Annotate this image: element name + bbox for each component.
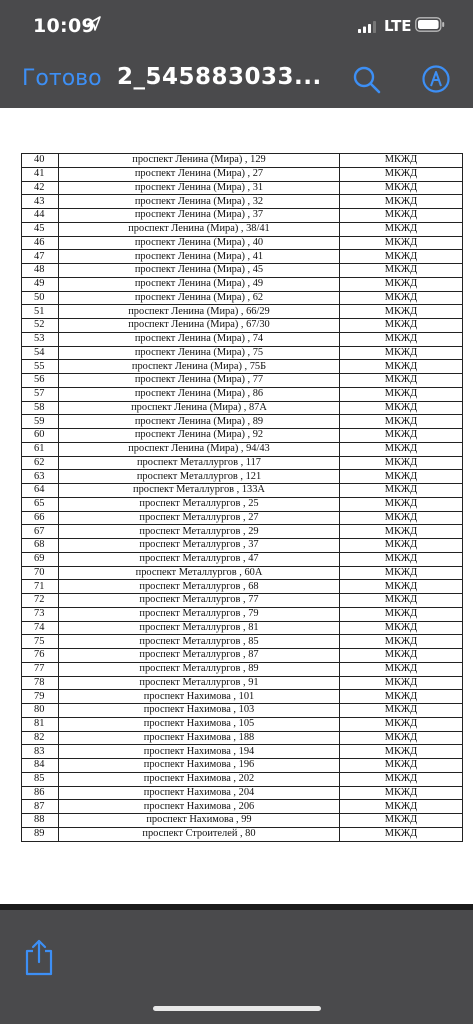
row-organization: МКЖД [340,786,463,800]
row-organization: МКЖД [340,552,463,566]
table-row [22,222,463,236]
row-address: проспект Нахимова , 188 [59,731,340,745]
row-address: проспект Металлургов , 81 [59,621,340,635]
row-organization: МКЖД [340,222,463,236]
table-row [22,346,463,360]
row-number: 50 [22,291,59,305]
table-row [22,552,463,566]
table-row [22,827,463,841]
row-address: проспект Нахимова , 103 [59,704,340,718]
document-page [0,108,473,904]
row-number: 67 [22,525,59,539]
table-row [22,250,463,264]
row-organization: МКЖД [340,745,463,759]
table-row [22,566,463,580]
address-table [21,153,463,842]
row-number: 45 [22,222,59,236]
status-time: 10:09 [33,15,95,37]
table-row [22,511,463,525]
row-address: проспект Металлургов , 91 [59,676,340,690]
row-address: проспект Металлургов , 77 [59,594,340,608]
table-row [22,415,463,429]
row-organization: МКЖД [340,236,463,250]
row-address: проспект Металлургов , 89 [59,662,340,676]
row-number: 61 [22,442,59,456]
row-number: 79 [22,690,59,704]
row-number: 78 [22,676,59,690]
row-address: проспект Ленина (Мира) , 75 [59,346,340,360]
row-organization: МКЖД [340,566,463,580]
row-address: проспект Нахимова , 101 [59,690,340,704]
row-organization: МКЖД [340,264,463,278]
row-organization: МКЖД [340,209,463,223]
row-number: 72 [22,594,59,608]
table-row [22,236,463,250]
row-organization: МКЖД [340,594,463,608]
row-organization: МКЖД [340,154,463,168]
row-address: проспект Нахимова , 99 [59,814,340,828]
row-number: 83 [22,745,59,759]
row-address: проспект Металлургов , 47 [59,552,340,566]
row-number: 48 [22,264,59,278]
battery-icon [415,17,445,37]
row-organization: МКЖД [340,305,463,319]
row-number: 84 [22,759,59,773]
row-organization: МКЖД [340,621,463,635]
table-row [22,442,463,456]
table-row [22,277,463,291]
row-address: проспект Нахимова , 206 [59,800,340,814]
row-organization: МКЖД [340,429,463,443]
row-number: 74 [22,621,59,635]
row-address: проспект Ленина (Мира) , 75Б [59,360,340,374]
row-organization: МКЖД [340,456,463,470]
table-row [22,772,463,786]
row-organization: МКЖД [340,827,463,841]
row-number: 43 [22,195,59,209]
table-row [22,676,463,690]
table-row [22,607,463,621]
row-organization: МКЖД [340,580,463,594]
row-address: проспект Ленина (Мира) , 41 [59,250,340,264]
row-address: проспект Ленина (Мира) , 86 [59,387,340,401]
row-organization: МКЖД [340,332,463,346]
row-number: 87 [22,800,59,814]
row-number: 89 [22,827,59,841]
table-row [22,332,463,346]
row-address: проспект Ленина (Мира) , 92 [59,429,340,443]
row-address: проспект Металлургов , 85 [59,635,340,649]
row-address: проспект Ленина (Мира) , 40 [59,236,340,250]
row-number: 53 [22,332,59,346]
table-row [22,649,463,663]
row-organization: МКЖД [340,195,463,209]
row-organization: МКЖД [340,346,463,360]
row-number: 64 [22,484,59,498]
table-row [22,181,463,195]
row-number: 51 [22,305,59,319]
row-address: проспект Ленина (Мира) , 62 [59,291,340,305]
row-address: проспект Ленина (Мира) , 129 [59,154,340,168]
row-number: 86 [22,786,59,800]
row-organization: МКЖД [340,539,463,553]
row-organization: МКЖД [340,731,463,745]
row-address: проспект Нахимова , 194 [59,745,340,759]
row-address: проспект Металлургов , 133А [59,484,340,498]
row-organization: МКЖД [340,484,463,498]
row-address: проспект Ленина (Мира) , 87А [59,401,340,415]
row-address: проспект Ленина (Мира) , 31 [59,181,340,195]
row-number: 42 [22,181,59,195]
row-organization: МКЖД [340,649,463,663]
row-address: проспект Металлургов , 68 [59,580,340,594]
table-row [22,167,463,181]
row-organization: МКЖД [340,167,463,181]
row-number: 40 [22,154,59,168]
row-address: проспект Ленина (Мира) , 66/29 [59,305,340,319]
row-number: 66 [22,511,59,525]
table-row [22,786,463,800]
row-address: проспект Ленина (Мира) , 89 [59,415,340,429]
row-address: проспект Ленина (Мира) , 94/43 [59,442,340,456]
row-organization: МКЖД [340,319,463,333]
row-address: проспект Металлургов , 79 [59,607,340,621]
status-bar [0,0,473,52]
row-organization: МКЖД [340,181,463,195]
table-row [22,209,463,223]
table-row [22,621,463,635]
row-number: 75 [22,635,59,649]
row-address: проспект Нахимова , 202 [59,772,340,786]
table-row [22,580,463,594]
table-row [22,497,463,511]
row-number: 41 [22,167,59,181]
row-number: 56 [22,374,59,388]
row-organization: МКЖД [340,470,463,484]
row-organization: МКЖД [340,401,463,415]
row-address: проспект Металлургов , 25 [59,497,340,511]
table-row [22,319,463,333]
row-organization: МКЖД [340,277,463,291]
row-address: проспект Строителей , 80 [59,827,340,841]
row-number: 62 [22,456,59,470]
table-row [22,291,463,305]
row-number: 71 [22,580,59,594]
row-organization: МКЖД [340,525,463,539]
table-row [22,470,463,484]
row-number: 44 [22,209,59,223]
row-number: 54 [22,346,59,360]
table-row [22,745,463,759]
table-row [22,401,463,415]
row-address: проспект Металлургов , 27 [59,511,340,525]
row-organization: МКЖД [340,442,463,456]
share-icon[interactable] [22,938,56,983]
table-row [22,264,463,278]
row-number: 52 [22,319,59,333]
table-row [22,456,463,470]
location-arrow-icon [87,16,101,37]
row-number: 68 [22,539,59,553]
row-address: проспект Ленина (Мира) , 74 [59,332,340,346]
row-organization: МКЖД [340,814,463,828]
row-address: проспект Ленина (Мира) , 49 [59,277,340,291]
table-row [22,635,463,649]
table-row [22,814,463,828]
row-number: 49 [22,277,59,291]
row-address: проспект Нахимова , 196 [59,759,340,773]
row-organization: МКЖД [340,415,463,429]
table-row [22,374,463,388]
row-organization: МКЖД [340,291,463,305]
row-address: проспект Ленина (Мира) , 45 [59,264,340,278]
row-number: 80 [22,704,59,718]
row-organization: МКЖД [340,717,463,731]
row-address: проспект Металлургов , 87 [59,649,340,663]
table-row [22,731,463,745]
table-row [22,594,463,608]
row-number: 85 [22,772,59,786]
document-title: 2_545883033... [117,64,322,90]
row-organization: МКЖД [340,662,463,676]
row-organization: МКЖД [340,772,463,786]
row-organization: МКЖД [340,800,463,814]
row-address: проспект Ленина (Мира) , 38/41 [59,222,340,236]
row-organization: МКЖД [340,759,463,773]
row-organization: МКЖД [340,676,463,690]
row-organization: МКЖД [340,387,463,401]
row-number: 57 [22,387,59,401]
table-row [22,387,463,401]
row-number: 60 [22,429,59,443]
row-number: 46 [22,236,59,250]
table-row [22,662,463,676]
row-address: проспект Металлургов , 37 [59,539,340,553]
row-number: 76 [22,649,59,663]
table-row [22,429,463,443]
row-organization: МКЖД [340,704,463,718]
row-address: проспект Ленина (Мира) , 77 [59,374,340,388]
row-number: 63 [22,470,59,484]
done-button[interactable]: Готово [22,66,102,91]
network-label: LTE [384,17,412,35]
table-row [22,195,463,209]
row-organization: МКЖД [340,360,463,374]
table-row [22,704,463,718]
search-icon[interactable] [352,65,382,100]
row-number: 59 [22,415,59,429]
table-row [22,360,463,374]
row-number: 73 [22,607,59,621]
row-address: проспект Ленина (Мира) , 67/30 [59,319,340,333]
row-address: проспект Ленина (Мира) , 32 [59,195,340,209]
table-row [22,154,463,168]
row-number: 81 [22,717,59,731]
signal-bars-icon [358,20,378,38]
row-number: 55 [22,360,59,374]
table-row [22,525,463,539]
row-organization: МКЖД [340,607,463,621]
row-organization: МКЖД [340,511,463,525]
row-address: проспект Металлургов , 117 [59,456,340,470]
row-number: 47 [22,250,59,264]
row-organization: МКЖД [340,374,463,388]
table-row [22,539,463,553]
table-row [22,305,463,319]
table-row [22,690,463,704]
table-row [22,717,463,731]
address-table-wrapper [21,153,462,842]
table-row [22,759,463,773]
home-indicator [153,1006,321,1011]
row-number: 88 [22,814,59,828]
row-address: проспект Ленина (Мира) , 37 [59,209,340,223]
row-address: проспект Металлургов , 121 [59,470,340,484]
row-organization: МКЖД [340,497,463,511]
markup-pen-icon[interactable] [421,64,451,99]
table-row [22,484,463,498]
row-address: проспект Нахимова , 105 [59,717,340,731]
row-number: 70 [22,566,59,580]
row-address: проспект Металлургов , 60А [59,566,340,580]
row-address: проспект Металлургов , 29 [59,525,340,539]
row-organization: МКЖД [340,250,463,264]
row-number: 69 [22,552,59,566]
row-number: 77 [22,662,59,676]
row-number: 65 [22,497,59,511]
table-row [22,800,463,814]
row-number: 58 [22,401,59,415]
row-address: проспект Ленина (Мира) , 27 [59,167,340,181]
row-address: проспект Нахимова , 204 [59,786,340,800]
row-organization: МКЖД [340,635,463,649]
row-number: 82 [22,731,59,745]
row-organization: МКЖД [340,690,463,704]
